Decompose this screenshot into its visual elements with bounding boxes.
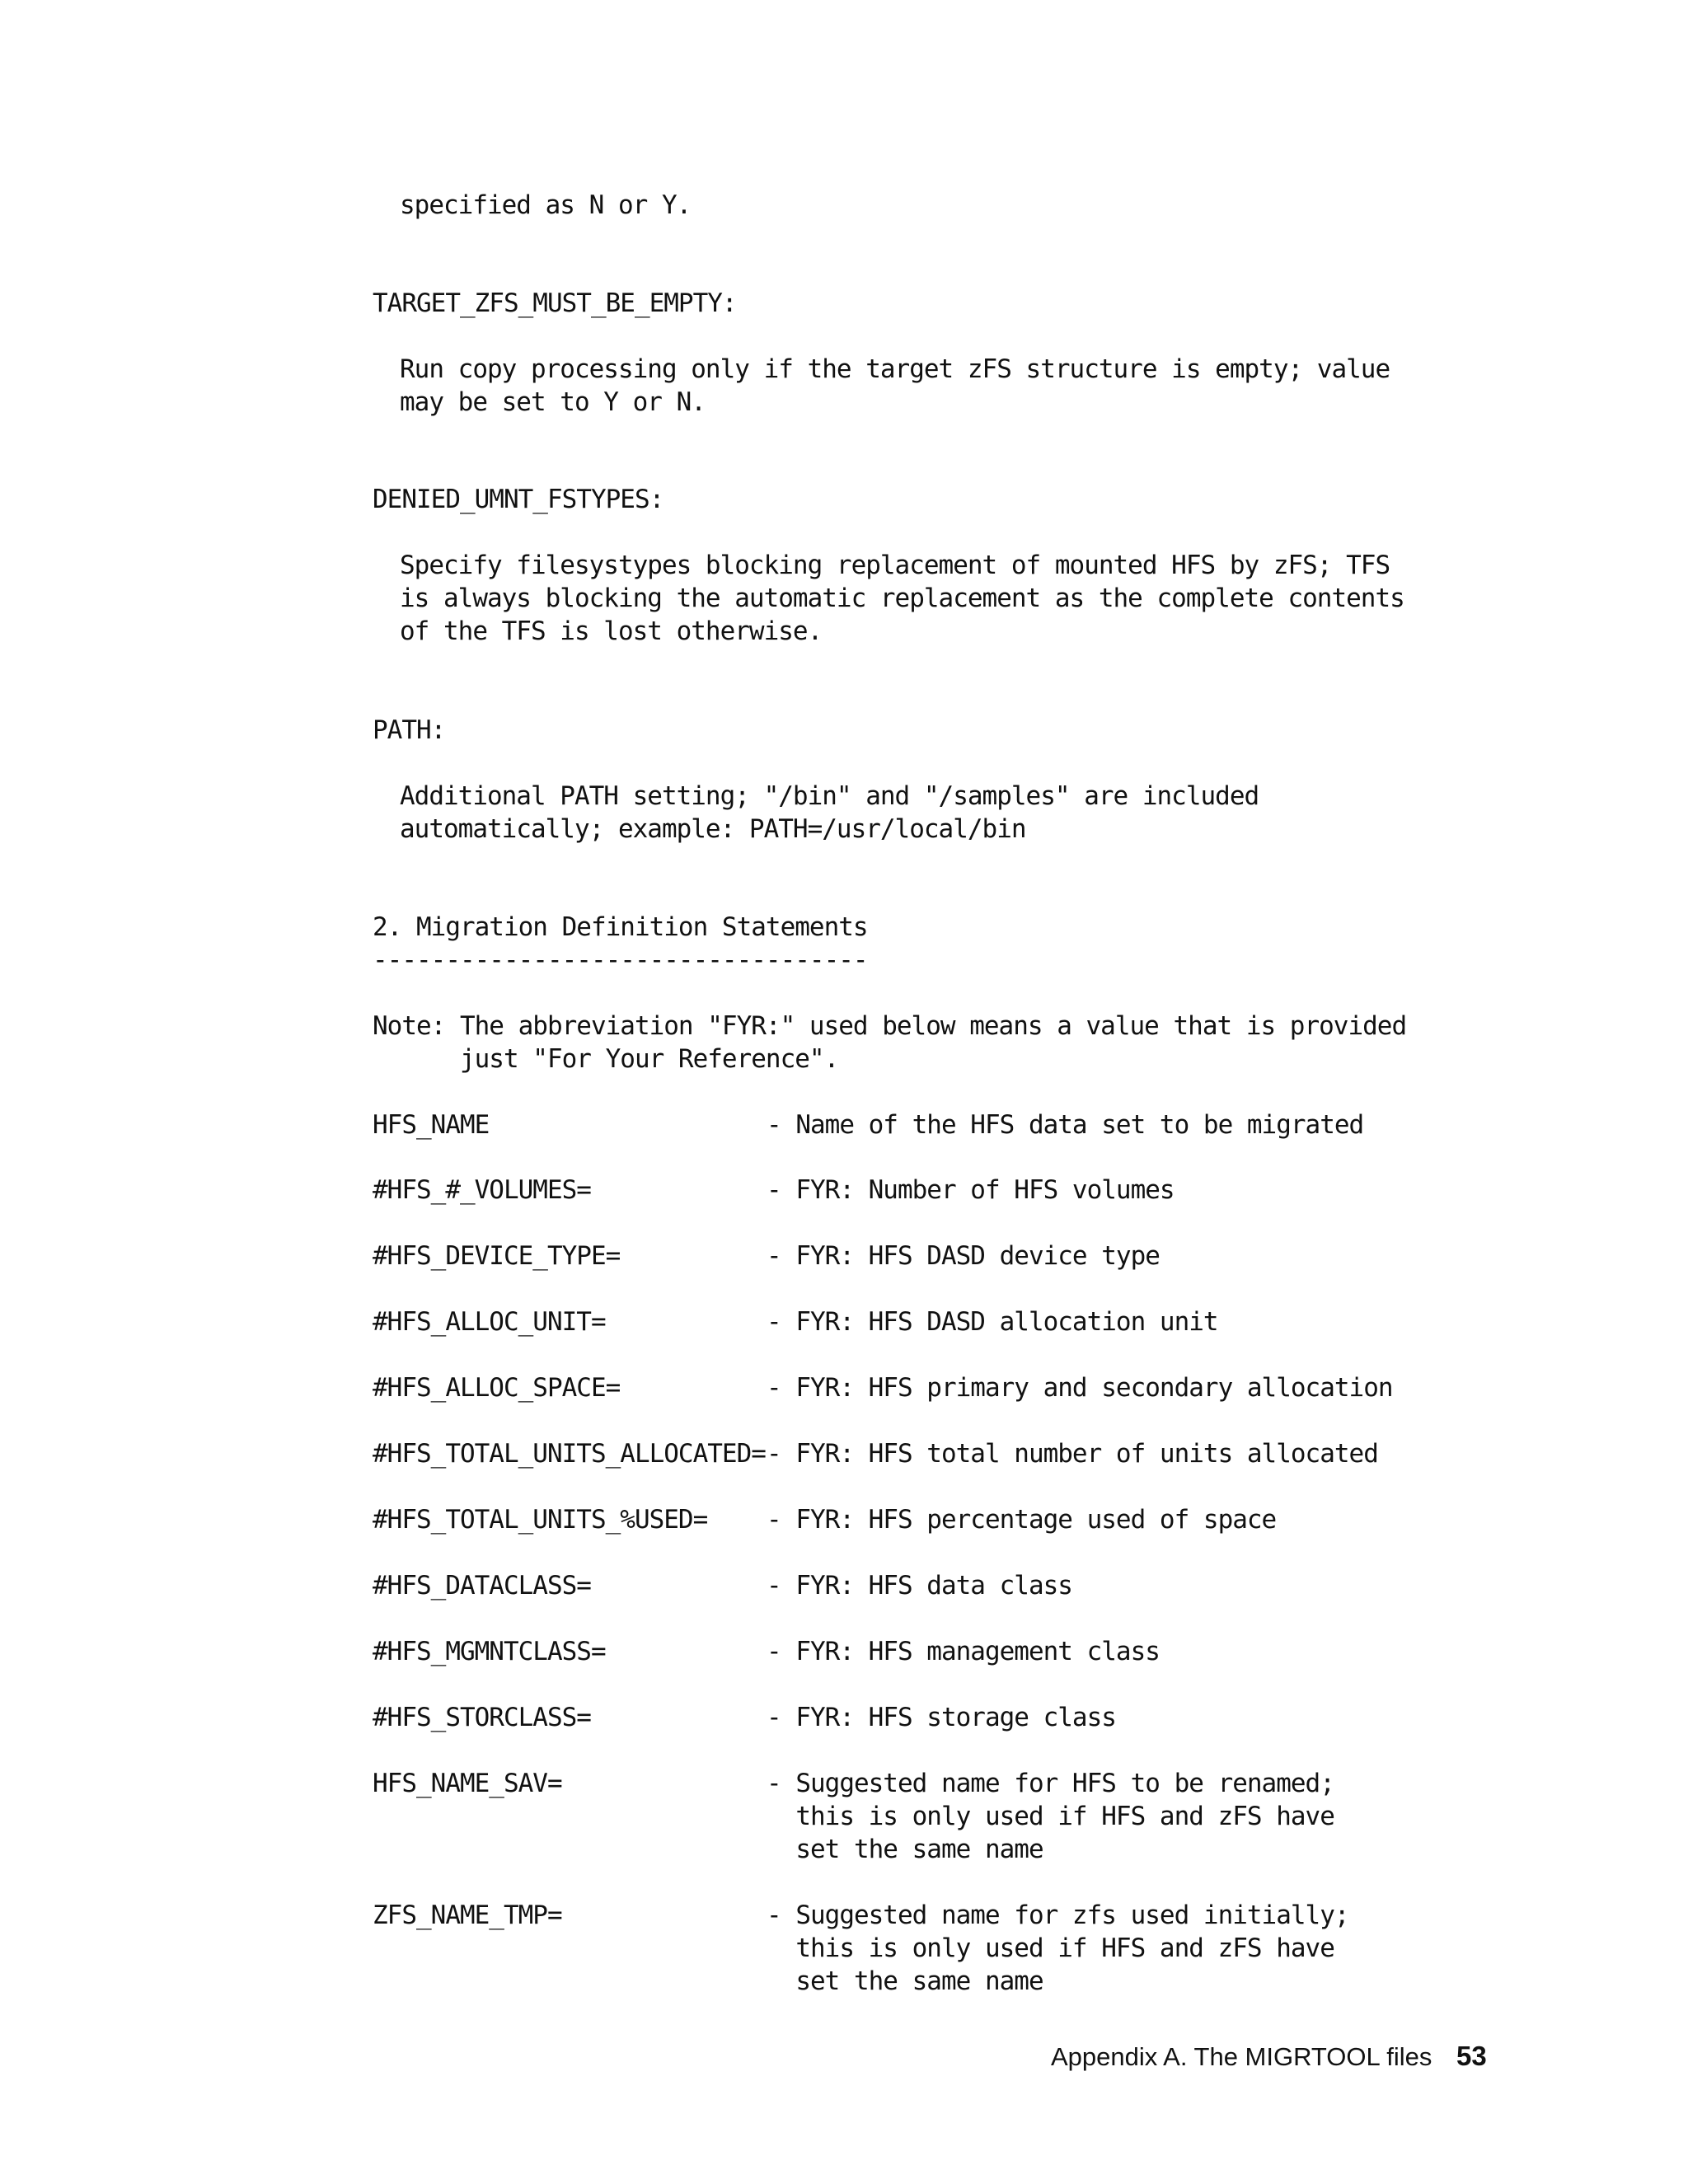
definition-description-line: - FYR: HFS DASD device type xyxy=(767,1241,1160,1271)
parameter-heading-target-zfs-must-be-empty: TARGET_ZFS_MUST_BE_EMPTY: xyxy=(373,288,737,318)
definition-description-line: - FYR: HFS data class xyxy=(767,1571,1072,1601)
definition-key: #HFS_ALLOC_UNIT= xyxy=(373,1307,606,1337)
section-title: 2. Migration Definition Statements xyxy=(373,912,868,942)
page-footer xyxy=(1051,2041,1487,2131)
parameter-heading-path: PATH: xyxy=(373,715,446,745)
definition-description-line: - FYR: HFS primary and secondary allocation xyxy=(767,1373,1393,1403)
parameter-description-line: may be set to Y or N. xyxy=(400,387,706,417)
parameter-description-line: Run copy processing only if the target zFS structure is empty; value xyxy=(400,354,1390,384)
parameter-description-line: automatically; example: PATH=/usr/local/bin xyxy=(400,814,1026,844)
definition-description-line: - FYR: HFS DASD allocation unit xyxy=(767,1307,1218,1337)
definition-key: #HFS_#_VOLUMES= xyxy=(373,1175,591,1205)
section-underline: ---------------------------------- xyxy=(373,945,868,975)
definition-description-line: set the same name xyxy=(767,1835,1043,1864)
footer-title: Appendix A. The MIGRTOOL files xyxy=(1051,2042,1432,2071)
definition-key: #HFS_STORCLASS= xyxy=(373,1703,591,1732)
definition-description-line: - Suggested name for HFS to be renamed; xyxy=(767,1769,1334,1798)
definition-description-line: - FYR: HFS management class xyxy=(767,1637,1160,1666)
definition-key: ZFS_NAME_TMP= xyxy=(373,1900,562,1930)
definition-key: #HFS_TOTAL_UNITS_%USED= xyxy=(373,1505,708,1535)
definition-description-line: this is only used if HFS and zFS have xyxy=(767,1933,1334,1963)
definition-key: #HFS_DEVICE_TYPE= xyxy=(373,1241,621,1271)
document-body xyxy=(373,0,1526,1996)
definition-key: HFS_NAME xyxy=(373,1110,490,1140)
text-line: specified as N or Y. xyxy=(400,190,692,220)
definition-key: #HFS_TOTAL_UNITS_ALLOCATED= xyxy=(373,1439,766,1469)
definition-description-line: - FYR: HFS storage class xyxy=(767,1703,1116,1732)
definition-description-line: - FYR: HFS total number of units allocated xyxy=(767,1439,1378,1469)
definition-description-line: this is only used if HFS and zFS have xyxy=(767,1802,1334,1831)
parameter-description-line: is always blocking the automatic replacement as the complete contents xyxy=(400,583,1404,613)
definition-key: #HFS_ALLOC_SPACE= xyxy=(373,1373,621,1403)
note-line: Note: The abbreviation "FYR:" used below means a value that is provided xyxy=(373,1011,1407,1041)
definition-key: #HFS_MGMNTCLASS= xyxy=(373,1637,606,1666)
definition-description-line: - FYR: HFS percentage used of space xyxy=(767,1505,1277,1535)
definition-description-line: set the same name xyxy=(767,1966,1043,1996)
parameter-description-line: of the TFS is lost otherwise. xyxy=(400,616,823,646)
definition-description-line: - FYR: Number of HFS volumes xyxy=(767,1175,1175,1205)
note-line: just "For Your Reference". xyxy=(373,1044,839,1074)
definition-key: HFS_NAME_SAV= xyxy=(373,1769,562,1798)
definition-key: #HFS_DATACLASS= xyxy=(373,1571,591,1601)
parameter-heading-denied-umnt-fstypes: DENIED_UMNT_FSTYPES: xyxy=(373,485,664,514)
parameter-description-line: Additional PATH setting; "/bin" and "/samples" are included xyxy=(400,781,1259,811)
page-number: 53 xyxy=(1456,2041,1487,2071)
definition-description-line: - Name of the HFS data set to be migrated xyxy=(767,1110,1364,1140)
definition-description-line: - Suggested name for zfs used initially; xyxy=(767,1900,1349,1930)
parameter-description-line: Specify filesystypes blocking replacement of mounted HFS by zFS; TFS xyxy=(400,551,1390,580)
